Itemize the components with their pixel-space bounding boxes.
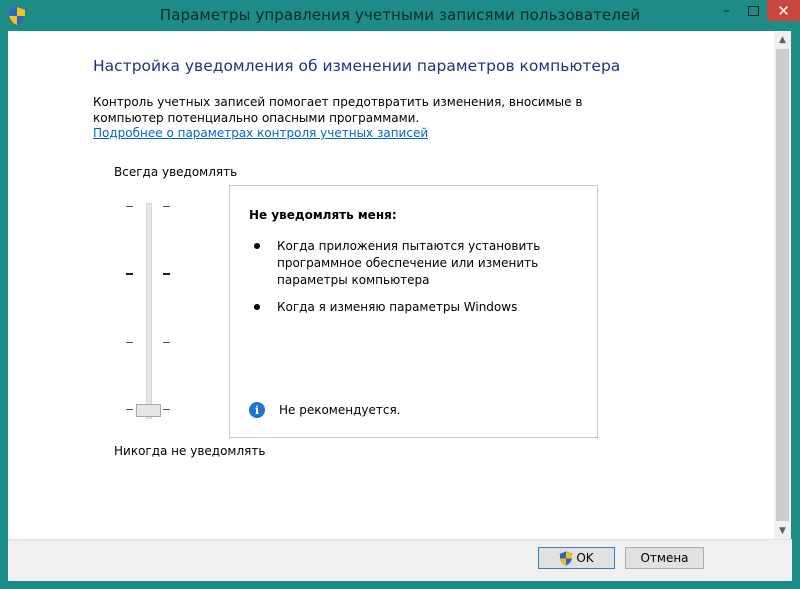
- bullet-icon: [254, 243, 260, 249]
- minimize-button[interactable]: [713, 0, 740, 21]
- vertical-scrollbar[interactable]: [774, 31, 791, 539]
- slider-tick: [163, 409, 170, 410]
- description-text: Контроль учетных записей помогает предотвратить изменения, вносимые в компьютер потенциально опасными программами.: [93, 95, 583, 125]
- slider-tick: [163, 273, 170, 275]
- ok-button[interactable]: [538, 547, 615, 569]
- bullet-text: Когда приложения пытаются установить программное обеспечение или изменить параметры компьютера: [277, 239, 541, 287]
- notification-level-slider[interactable]: [120, 199, 180, 421]
- page-title: Настройка уведомления об изменении параметров компьютера: [93, 57, 621, 75]
- slider-bottom-label: Никогда не уведомлять: [114, 444, 266, 458]
- cancel-button-label: Отмена: [640, 551, 689, 565]
- slider-tick: [126, 342, 133, 343]
- slider-tick: [163, 206, 170, 207]
- slider-track[interactable]: [146, 203, 152, 419]
- learn-more-link[interactable]: Подробнее о параметрах контроля учетных записей: [93, 126, 429, 140]
- scroll-down-arrow-icon[interactable]: ▼: [779, 525, 786, 536]
- bullet-text: Когда я изменяю параметры Windows: [277, 300, 518, 314]
- minimize-icon: –: [723, 2, 730, 19]
- slider-top-label: Всегда уведомлять: [114, 165, 238, 179]
- recommendation-note: [249, 402, 401, 418]
- slider-tick: [126, 409, 133, 410]
- slider-thumb[interactable]: [136, 404, 161, 417]
- bullet-list: [249, 238, 569, 326]
- scrollbar-thumb[interactable]: [776, 49, 789, 521]
- uac-shield-icon: [559, 551, 573, 566]
- main-content: [8, 31, 774, 539]
- info-icon: i: [249, 402, 265, 418]
- ok-button-label: OK: [576, 551, 594, 565]
- maximize-button[interactable]: [740, 0, 767, 21]
- window-title: Параметры управления учетными записями пользователей: [159, 6, 641, 24]
- level-description-panel: [229, 185, 598, 438]
- close-button[interactable]: [767, 0, 800, 21]
- maximize-icon: [748, 6, 759, 16]
- close-icon: ✕: [777, 1, 790, 20]
- window-border: [791, 31, 800, 539]
- slider-tick: [126, 273, 133, 275]
- panel-title: Не уведомлять меня:: [249, 208, 397, 222]
- list-item: [249, 238, 569, 289]
- slider-tick: [126, 206, 133, 207]
- scroll-up-arrow-icon[interactable]: ▲: [779, 34, 786, 45]
- button-bar: [8, 539, 792, 582]
- cancel-button[interactable]: [625, 547, 704, 569]
- slider-tick: [163, 342, 170, 343]
- list-item: [249, 299, 569, 316]
- note-text: Не рекомендуется.: [279, 403, 401, 417]
- window-border: [0, 581, 800, 589]
- title-bar[interactable]: [0, 0, 800, 31]
- bullet-icon: [254, 304, 260, 310]
